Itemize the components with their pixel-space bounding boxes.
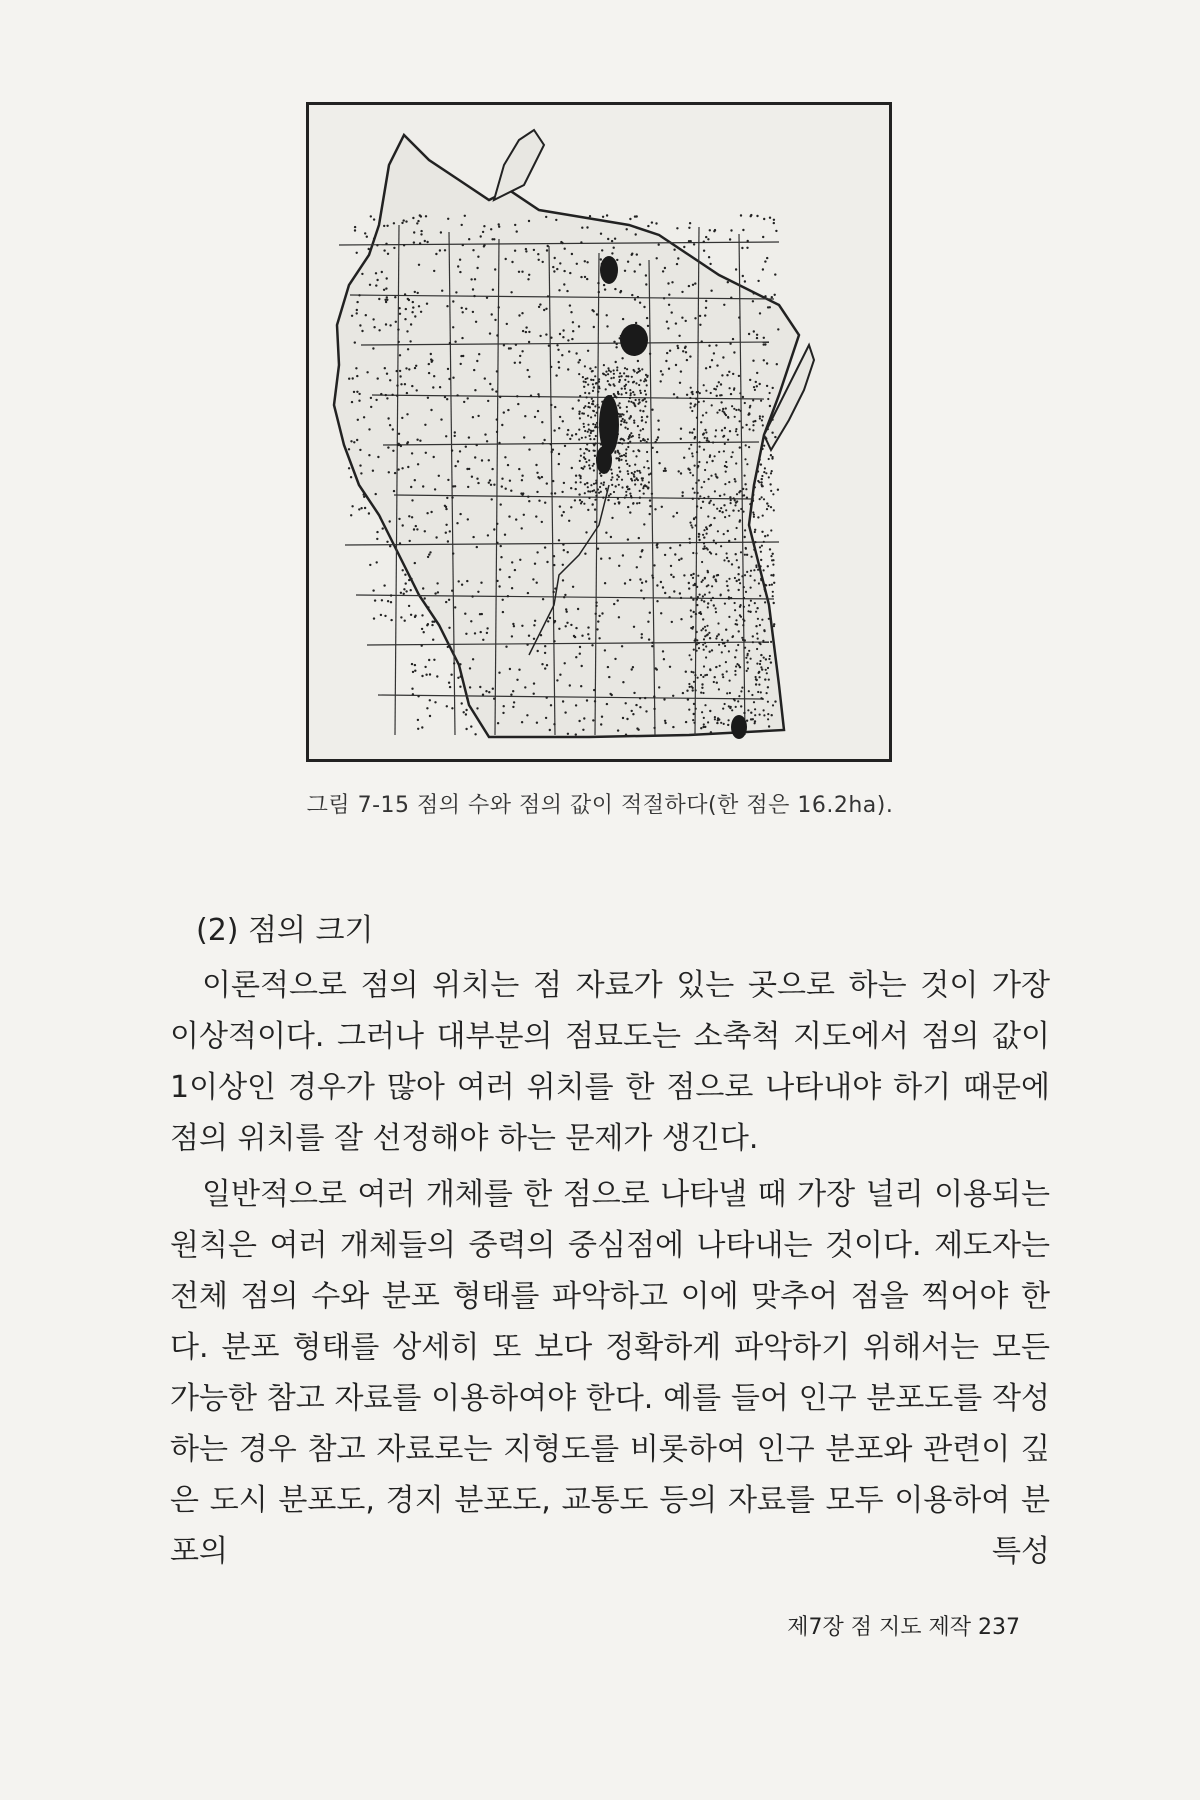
figure-caption: 그림 7-15 점의 수와 점의 값이 적절하다(한 점은 16.2ha).: [306, 793, 894, 818]
peninsula-outline: [494, 130, 544, 200]
section-heading: (2) 점의 크기: [196, 913, 374, 948]
paragraph-2: 일반적으로 여러 개체를 한 점으로 나타낼 때 가장 널리 이용되는 원칙은 여러 개체들의 중력의 중심점에 나타내는 것이다. 제도자는 전체 점의 수와 분포 형태를 파악하고 이에 맞추어 점을 찍어야 한다. 분포 형태를 상세히 또 보다 정확하게 파악하기 위해서는 모든 가능한 참고 자료를 이용하여야 한다. 예를 들어 인구 분포도를 작성하는 경우 참고 자료로는 지형도를 비롯하여 인구 분포와 관련이 깊은 도시 분포도, 경지 분포도, 교통도 등의 자료를 모두 이용하여 분포의 특성: [170, 1177, 1050, 1569]
figure-dot-map: [306, 102, 892, 762]
body-text: [170, 960, 1050, 1577]
state-outline: [334, 135, 799, 737]
dot-map-illustration: [309, 105, 889, 759]
page-footer: 제7장 점 지도 제작 237: [787, 1615, 1020, 1640]
paragraph-1: 이론적으로 점의 위치는 점 자료가 있는 곳으로 하는 것이 가장 이상적이다. 그러나 대부분의 점묘도는 소축척 지도에서 점의 값이 1이상인 경우가 많아 여러 위치를 한 점으로 나타내야 하기 때문에 점의 위치를 잘 선정해야 하는 문제가 생긴다.: [170, 968, 1050, 1156]
